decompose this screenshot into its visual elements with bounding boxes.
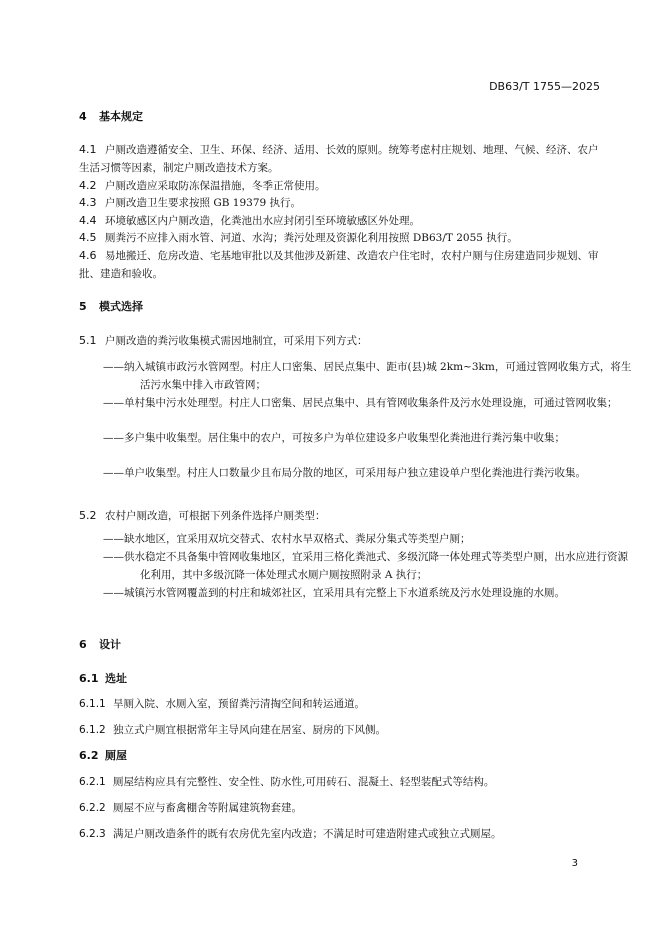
subsection-title: 选址 [105, 672, 127, 685]
section-number: 6 [79, 638, 87, 651]
clause-text: 厕粪污不应排入雨水管、河道、水沟；粪污处理及资源化利用按照 DB63/T 2055 执行。 [105, 232, 518, 244]
clause-text: 独立式户厕宜根据常年主导风向建在居室、厨房的下风侧。 [113, 724, 386, 736]
clause-4-2 [79, 177, 599, 195]
clause-text: 户厕改造的粪污收集模式需因地制宜，可采用下列方式： [105, 335, 368, 347]
clause-4-5 [79, 229, 599, 247]
clause-text: 户厕改造应采取防冻保温措施，冬季正常使用。 [105, 180, 326, 192]
clause-number: 6.2.1 [79, 776, 106, 788]
list-item: ——缺水地区，宜采用双坑交替式、农村水旱双格式、粪尿分集式等类型户厕； [103, 533, 471, 545]
clause-4-3 [79, 194, 599, 212]
clause-4-1 [79, 141, 599, 177]
section-title: 设计 [99, 638, 121, 651]
clause-number: 4.4 [79, 214, 97, 227]
clause-number: 6.2.3 [79, 828, 106, 840]
clause-4-6 [79, 247, 599, 283]
section-6-heading [79, 636, 599, 654]
clause-5-1 [79, 332, 599, 350]
clause-number: 5.2 [79, 509, 97, 522]
list-item: ——纳入城镇市政污水管网型。村庄人口密集、居民点集中、距市(县)城 2km~3km，可通过管网收集方式，将生活污水集中排入市政管网； [103, 361, 632, 391]
clause-text: 农村户厕改造，可根据下列条件选择户厕类型： [105, 510, 326, 522]
clause-5-2 [79, 507, 599, 525]
list-item: ——单村集中污水处理型。村庄人口密集、居民点集中、具有管网收集条件及污水处理设施，可通过管网收集； [103, 397, 618, 409]
clause-6-2-3 [79, 825, 599, 843]
standard-code: DB63/T 1755—2025 [489, 80, 600, 93]
clause-text: 厕屋不应与畜禽棚舍等附属建筑物套建。 [113, 802, 302, 814]
list-item: ——多户集中收集型。居住集中的农户，可按多户为单位建设多户收集型化粪池进行粪污集中收集； [103, 432, 565, 444]
clause-number: 4.5 [79, 231, 97, 244]
clause-6-2-1 [79, 773, 599, 791]
section-4-heading [79, 108, 599, 126]
page-number: 3 [571, 858, 578, 869]
clause-4-4 [79, 212, 599, 230]
section-title: 模式选择 [99, 300, 143, 313]
list-item: ——城镇污水管网覆盖到的村庄和城郊社区，宜采用具有完整上下水道系统及污水处理设施的水厕。 [103, 587, 565, 599]
clause-6-1-1 [79, 695, 599, 713]
clause-text: 户厕改造遵循安全、卫生、环保、经济、适用、长效的原则。统筹考虑村庄规划、地理、气候、经济、农户生活习惯等因素，制定户厕改造技术方案。 [79, 144, 599, 174]
list-item: ——供水稳定不具备集中管网收集地区，宜采用三格化粪池式、多级沉降一体处理式等类型户厕，出水应进行资源化利用，其中多级沉降一体处理式水厕户厕按照附录 A 执行； [103, 551, 628, 581]
clause-text: 易地搬迁、危房改造、宅基地审批以及其他涉及新建、改造农户住宅时，农村户厕与住房建造同步规划、审批、建造和验收。 [79, 250, 599, 280]
clause-text: 厕屋结构应具有完整性、安全性、防水性,可用砖石、混凝土、轻型装配式等结构。 [113, 776, 495, 788]
section-number: 5 [79, 300, 87, 313]
clause-number: 4.2 [79, 179, 97, 192]
subsection-title: 厕屋 [105, 749, 127, 762]
subsection-6-1-heading [79, 670, 599, 688]
clause-6-2-2 [79, 799, 599, 817]
clause-text: 环境敏感区内户厕改造，化粪池出水应封闭引至环境敏感区外处理。 [105, 215, 420, 227]
section-5-heading [79, 298, 599, 316]
clause-text: 旱厕入院、水厕入室，预留粪污清掏空间和转运通道。 [113, 698, 365, 710]
subsection-6-2-heading [79, 747, 599, 765]
clause-number: 5.1 [79, 334, 97, 347]
clause-text: 户厕改造卫生要求按照 GB 19379 执行。 [105, 197, 302, 209]
list-item: ——单户收集型。村庄人口数量少且布局分散的地区，可采用每户独立建设单户型化粪池进行粪污收集。 [103, 467, 586, 479]
clause-number: 4.3 [79, 196, 97, 209]
clause-text: 满足户厕改造条件的既有农房优先室内改造；不满足时可建造附建式或独立式厕屋。 [113, 828, 502, 840]
subsection-number: 6.2 [79, 749, 99, 762]
section-number: 4 [79, 110, 87, 123]
clause-number: 6.2.2 [79, 802, 106, 814]
clause-number: 4.6 [79, 249, 97, 262]
clause-number: 6.1.2 [79, 724, 106, 736]
clause-number: 4.1 [79, 143, 97, 156]
clause-6-1-2 [79, 721, 599, 739]
section-title: 基本规定 [99, 110, 143, 123]
subsection-number: 6.1 [79, 672, 99, 685]
clause-number: 6.1.1 [79, 698, 106, 710]
